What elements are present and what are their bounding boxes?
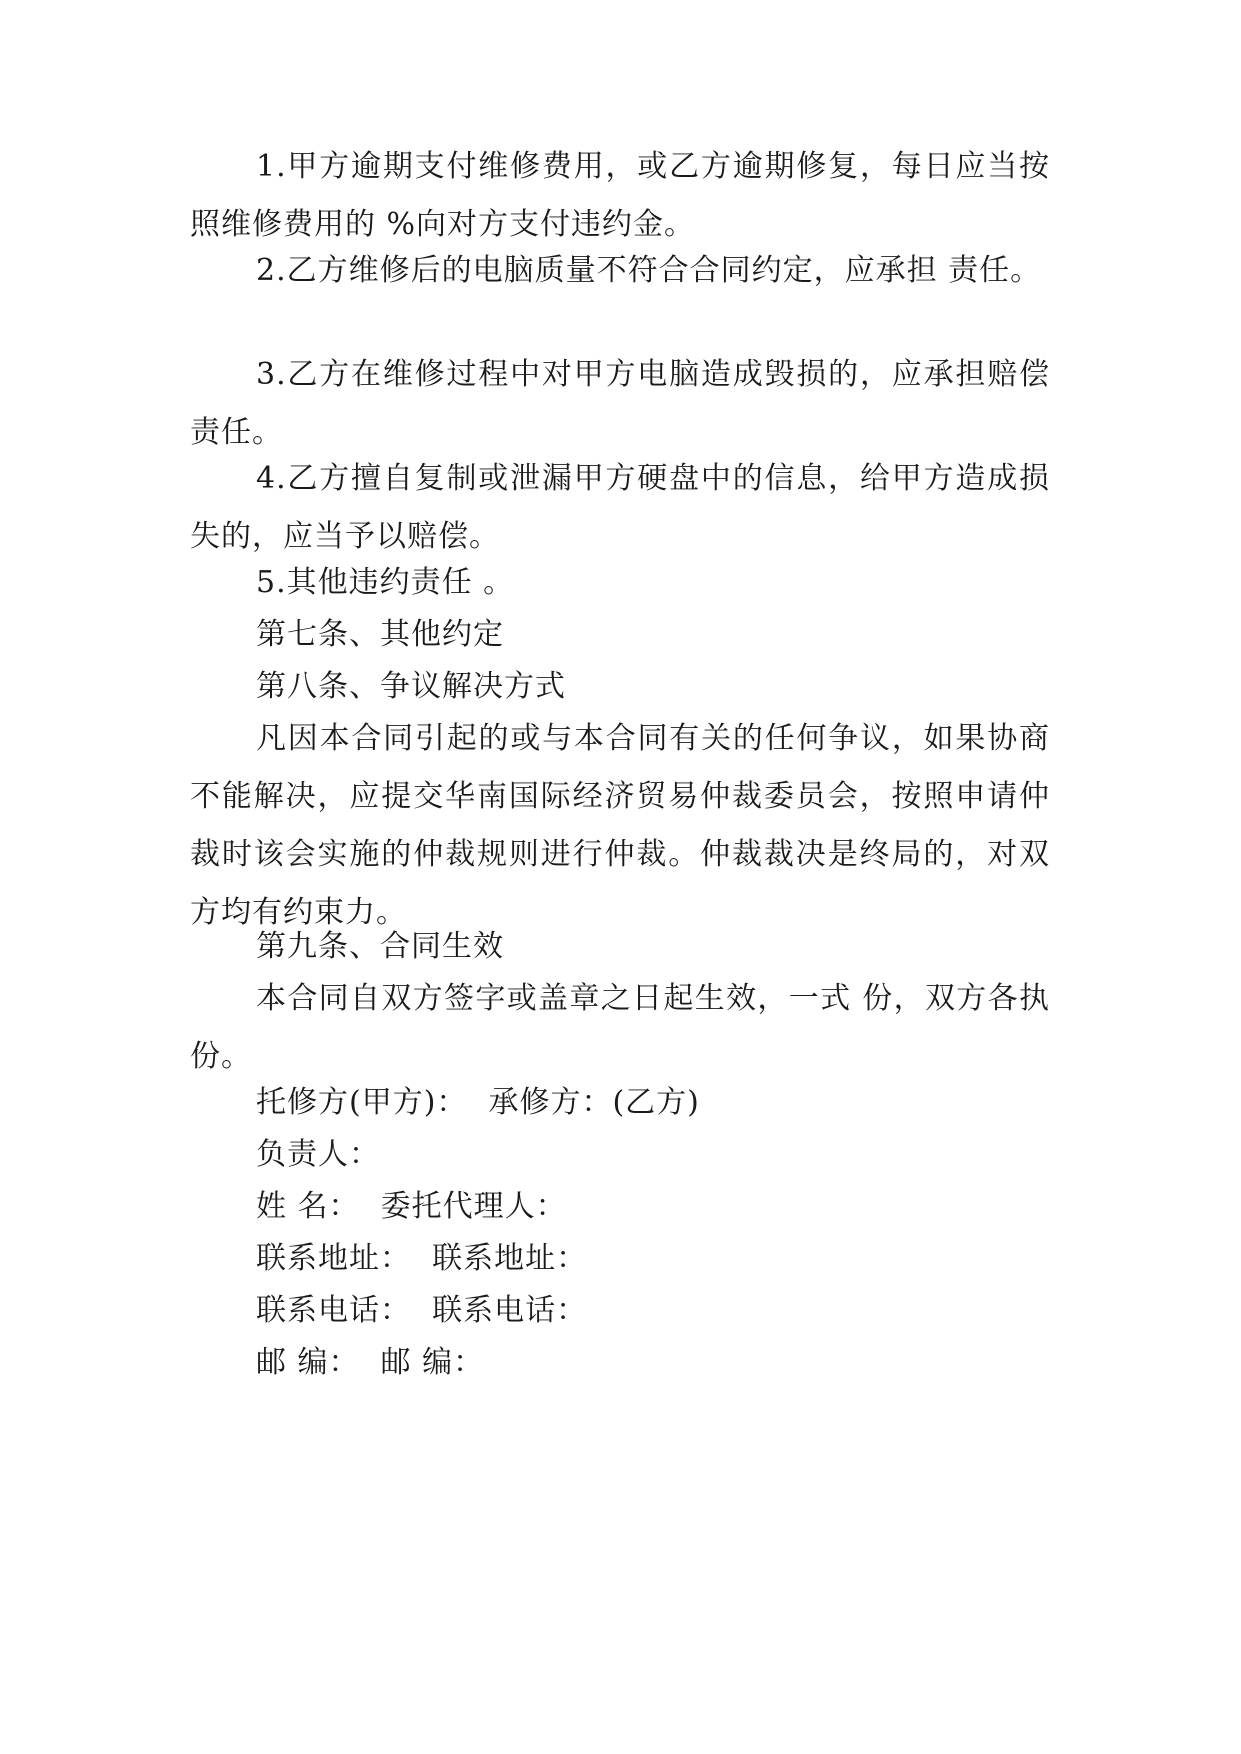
clause-4: 4.乙方擅自复制或泄漏甲方硬盘中的信息，给甲方造成损失的，应当予以赔偿。 xyxy=(190,461,1050,554)
clause-5: 5.其他违约责任 。 xyxy=(256,565,515,600)
article-8-body: 凡因本合同引起的或与本合同有关的任何争议，如果协商不能解决，应提交华南国际经济贸易仲裁委员会，按照申请仲裁时该会实施的仲裁规则进行仲裁。仲裁裁决是终局的，对双方均有约束力。 xyxy=(190,721,1050,930)
article-9-body: 本合同自双方签字或盖章之日起生效，一式 份，双方各执 份。 xyxy=(190,981,1050,1074)
article-9-heading: 第九条、合同生效 xyxy=(256,929,504,964)
signature-responsible: 负责人： xyxy=(256,1137,380,1172)
signature-phone: 联系电话： 联系电话： xyxy=(256,1293,588,1328)
clause-2: 2.乙方维修后的电脑质量不符合合同约定，应承担 责任。 xyxy=(256,253,1042,288)
clause-1: 1.甲方逾期支付维修费用，或乙方逾期修复，每日应当按照维修费用的 %向对方支付违约金。 xyxy=(190,149,1050,242)
signature-address: 联系地址： 联系地址： xyxy=(256,1241,588,1276)
signature-name: 姓 名： 委托代理人： xyxy=(256,1189,567,1224)
signature-postcode: 邮 编： 邮 编： xyxy=(256,1345,485,1380)
signature-parties: 托修方(甲方)： 承修方：(乙方) xyxy=(256,1085,700,1120)
clause-3: 3.乙方在维修过程中对甲方电脑造成毁损的，应承担赔偿责任。 xyxy=(190,357,1050,450)
article-7-heading: 第七条、其他约定 xyxy=(256,617,504,652)
article-8-heading: 第八条、争议解决方式 xyxy=(256,669,566,704)
